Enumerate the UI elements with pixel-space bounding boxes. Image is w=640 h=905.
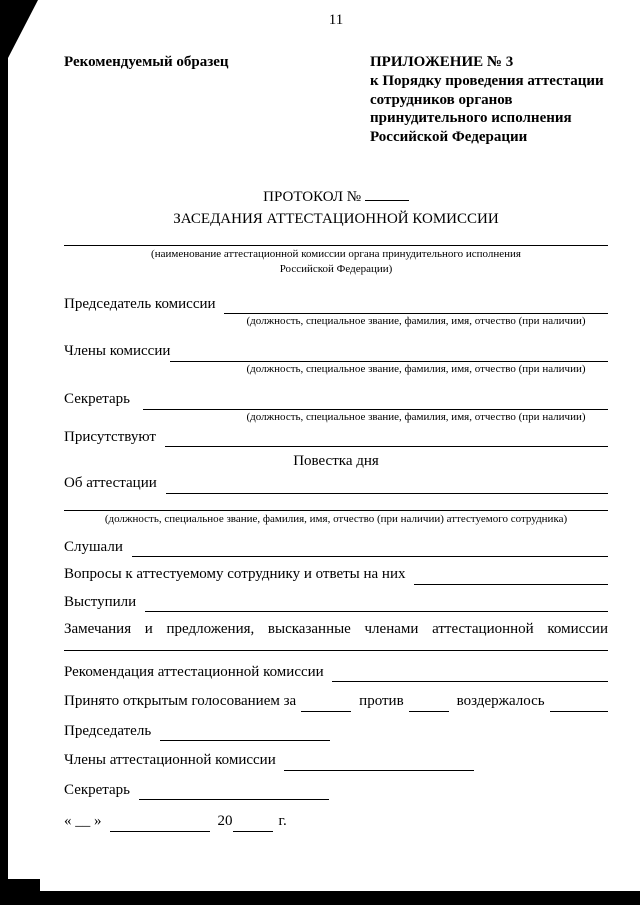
members-position-hint: (должность, специальное звание, фамилия, имя, отчество (при наличии) xyxy=(246,362,586,375)
document-header xyxy=(64,53,608,147)
chairman-label: Председатель комиссии xyxy=(64,295,220,312)
commission-name-blank-line xyxy=(64,230,608,246)
vote-abstain-label: воздержалось xyxy=(456,693,545,710)
field-present xyxy=(64,428,608,448)
recommended-sample-label: Рекомендуемый образец xyxy=(64,54,229,70)
scan-artifact-corner xyxy=(8,0,38,58)
sign-members-label: Члены аттестационной комиссии xyxy=(64,752,280,769)
meeting-title-line: ЗАСЕДАНИЯ АТТЕСТАЦИОННОЙ КОМИССИИ xyxy=(173,210,499,227)
vote-abstain-blank xyxy=(550,692,608,712)
field-sign-members xyxy=(64,751,608,771)
recommendation-label: Рекомендация аттестационной комиссии xyxy=(64,663,328,680)
field-questions xyxy=(64,565,608,585)
date-century: 20 xyxy=(217,813,233,830)
protocol-label: ПРОТОКОЛ № xyxy=(263,188,365,205)
field-members xyxy=(64,342,608,362)
about-attestation-label: Об аттестации xyxy=(64,475,161,492)
sign-secretary-blank xyxy=(139,781,329,801)
field-sign-chairman xyxy=(64,722,608,742)
heard-label: Слушали xyxy=(64,538,127,555)
sign-chairman-blank xyxy=(160,722,330,742)
sign-chairman-label: Председатель xyxy=(64,722,155,739)
chairman-position-hint: (должность, специальное звание, фамилия, имя, отчество (при наличии) xyxy=(246,315,586,328)
date-year-blank xyxy=(233,812,273,832)
remarks-blank-line xyxy=(64,640,608,651)
field-about-attestation xyxy=(64,474,608,494)
field-secretary xyxy=(64,390,608,410)
questions-blank-line xyxy=(414,565,608,585)
about-attestation-blank-line-2 xyxy=(64,494,608,511)
field-vote xyxy=(64,692,608,712)
spoke-blank-line xyxy=(145,593,608,613)
protocol-number-blank xyxy=(365,188,409,201)
vote-prefix-label: Принято открытым голосованием за xyxy=(64,693,297,710)
document-title xyxy=(64,187,608,231)
field-heard xyxy=(64,538,608,558)
appendix-line: ПРИЛОЖЕНИЕ № 3 xyxy=(370,54,514,70)
appendix-line: принудительного исполнения xyxy=(370,110,572,127)
secretary-position-hint: (должность, специальное звание, фамилия, имя, отчество (при наличии) xyxy=(246,410,586,423)
sign-secretary-label: Секретарь xyxy=(64,781,134,798)
about-attestation-blank-line xyxy=(166,474,608,494)
field-sign-secretary xyxy=(64,781,608,801)
heard-blank-line xyxy=(132,538,608,558)
commission-name-hint: Российской Федерации) xyxy=(279,263,393,276)
appendix-line: сотрудников органов xyxy=(370,91,513,108)
members-blank-line xyxy=(170,342,608,362)
date-line xyxy=(64,812,608,832)
questions-label: Вопросы к аттестуемому сотруднику и ответы на них xyxy=(64,566,410,583)
scan-artifact-bottom-edge xyxy=(0,891,640,905)
remarks-label: Замечания и предложения, высказанные членами аттестационной комиссии xyxy=(64,621,608,638)
date-year-suffix: г. xyxy=(278,813,287,830)
present-blank-line xyxy=(165,428,608,448)
page-number: 11 xyxy=(328,12,344,28)
secretary-label: Секретарь xyxy=(64,391,138,407)
attested-person-hint: (должность, специальное звание, фамилия, имя, отчество (при наличии) аттестуемого сотрудника) xyxy=(104,512,568,525)
secretary-blank-line xyxy=(143,390,608,410)
document-content xyxy=(64,0,608,832)
vote-against-label: против xyxy=(359,693,404,710)
agenda-heading: Повестка дня xyxy=(293,453,379,470)
spoke-label: Выступили xyxy=(64,593,140,610)
date-open-quote: « __ » xyxy=(64,813,102,830)
commission-name-hint: (наименование аттестационной комиссии органа принудительного исполнения xyxy=(151,248,521,261)
sign-members-blank xyxy=(284,751,474,771)
members-label: Члены комиссии xyxy=(64,343,171,360)
appendix-line: к Порядку проведения аттестации xyxy=(370,72,604,89)
field-recommendation xyxy=(64,663,608,683)
appendix-line: Российской Федерации xyxy=(370,129,528,145)
recommendation-blank-line xyxy=(332,663,608,683)
chairman-blank-line xyxy=(224,295,608,315)
vote-for-blank xyxy=(301,692,351,712)
field-spoke xyxy=(64,593,608,613)
vote-against-blank xyxy=(409,692,449,712)
present-label: Присутствуют xyxy=(64,428,160,445)
protocol-title-line xyxy=(64,187,608,209)
appendix-block xyxy=(370,53,608,147)
field-chairman xyxy=(64,295,608,315)
scan-artifact-left-edge xyxy=(0,0,8,905)
date-month-blank xyxy=(110,812,210,832)
